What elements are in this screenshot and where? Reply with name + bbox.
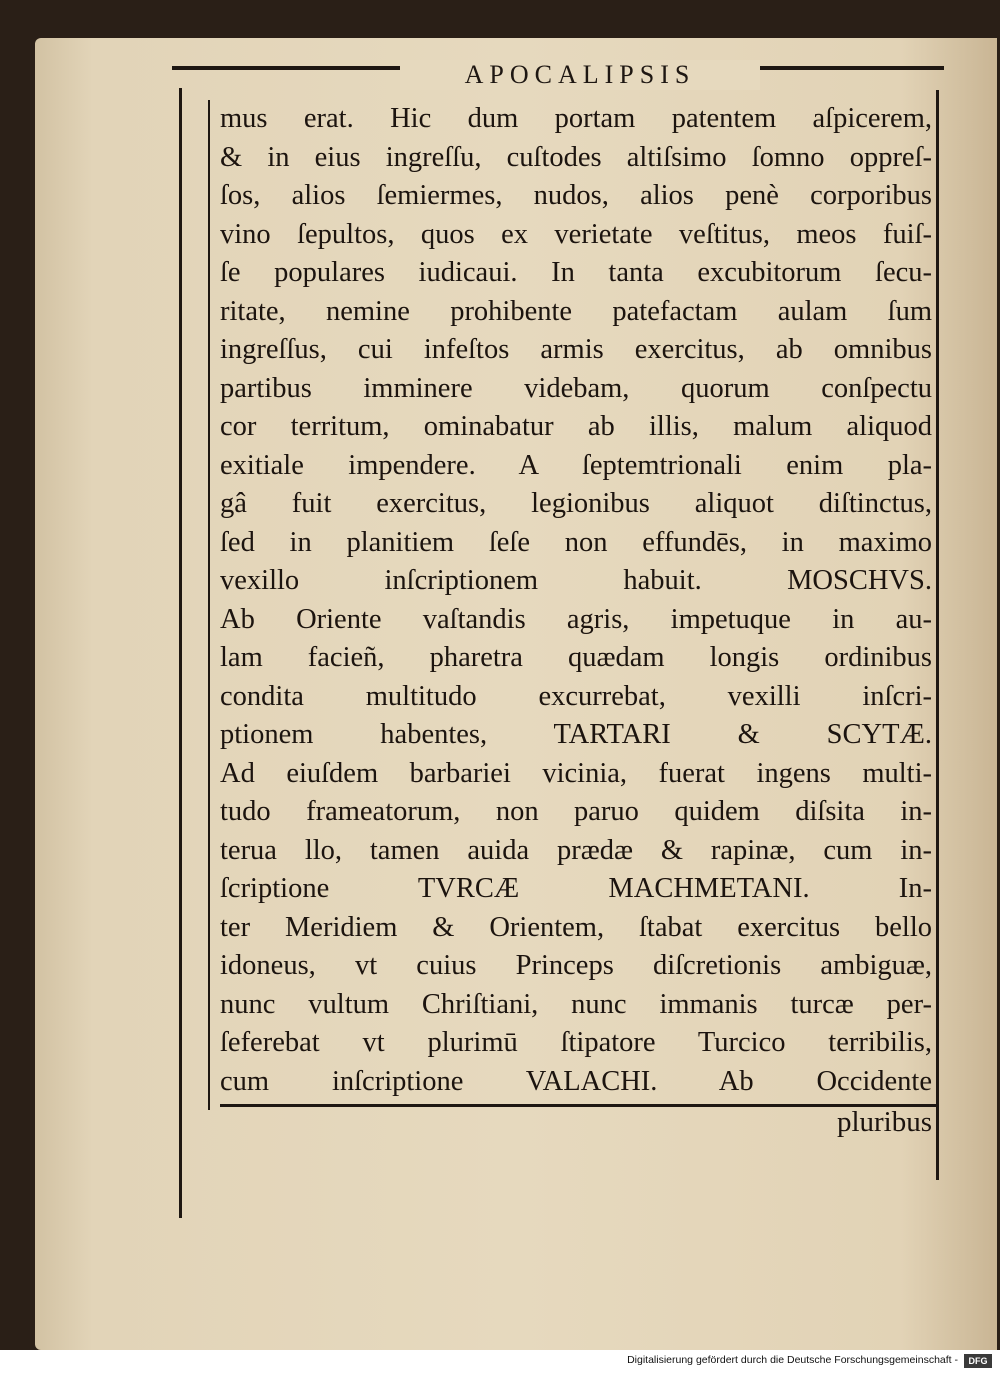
text-line: vino ſepultos, quos ex verietate veſtitus, meos fuiſ-	[220, 218, 932, 250]
text-line: lam facieñ, pharetra quædam longis ordinibus	[220, 642, 932, 673]
text-line: ſe populares iudicaui. In tanta excubitorum ſecu-	[220, 257, 932, 288]
right-margin-rule	[936, 90, 939, 1180]
text-line: ſed in planitiem ſeſe non effundēs, in maximo	[220, 526, 932, 558]
left-margin-rule	[179, 88, 182, 1218]
text-line: idoneus, vt cuius Princeps diſcretionis ambiguæ,	[220, 950, 932, 981]
text-line: condita multitudo excurrebat, vexilli inſcri-	[220, 680, 932, 712]
text-line: nunc vultum Chriſtiani, nunc immanis turcæ per-	[220, 988, 932, 1020]
text-line: mus erat. Hic dum portam patentem aſpicerem,	[220, 103, 932, 134]
text-line: ſcriptione TVRCÆ MACHMETANI. In-	[220, 873, 932, 904]
text-line: partibus imminere videbam, quorum conſpectu	[220, 372, 932, 404]
funding-credit: Digitalisierung gefördert durch die Deutsche Forschungsgemeinschaft -	[627, 1354, 958, 1366]
dfg-logo: DFG	[964, 1354, 992, 1368]
text-line: Ab Oriente vaſtandis agris, impetuque in au-	[220, 603, 932, 635]
text-line: tudo frameatorum, non paruo quidem diſsita in-	[220, 796, 932, 827]
inner-margin-rule	[208, 100, 210, 1110]
text-line: exitiale impendere. A ſeptemtrionali enim pla-	[220, 449, 932, 481]
catchword: pluribus	[836, 1106, 932, 1138]
text-line: cum inſcriptione VALACHI. Ab Occidente	[220, 1065, 932, 1097]
text-line: ptionem habentes, TARTARI & SCYTÆ.	[220, 719, 932, 750]
running-head: APOCALIPSIS	[400, 60, 760, 90]
body-text	[220, 100, 932, 1101]
text-line: Ad eiuſdem barbariei vicinia, fuerat ingens multi-	[220, 757, 932, 789]
text-line: gâ fuit exercitus, legionibus aliquot diſtinctus,	[220, 488, 932, 519]
text-line: & in eius ingreſſu, cuſtodes altiſsimo ſomno oppreſ-	[220, 141, 932, 173]
text-line: terua llo, tamen auida prædæ & rapinæ, cum in-	[220, 834, 932, 866]
text-line: ſeferebat vt plurimū ſtipatore Turcico terribilis,	[220, 1027, 932, 1058]
text-line: ritate, nemine prohibente patefactam aulam ſum	[220, 295, 932, 327]
text-line: ter Meridiem & Orientem, ſtabat exercitus bello	[220, 911, 932, 943]
digitization-footer	[0, 1350, 1000, 1373]
text-line: cor territum, ominabatur ab illis, malum aliquod	[220, 411, 932, 442]
text-line: ſos, alios ſemiermes, nudos, alios penè corporibus	[220, 180, 932, 211]
text-line: ingreſſus, cui infeſtos armis exercitus, ab omnibus	[220, 334, 932, 365]
text-line: vexillo inſcriptionem habuit. MOSCHVS.	[220, 565, 932, 596]
